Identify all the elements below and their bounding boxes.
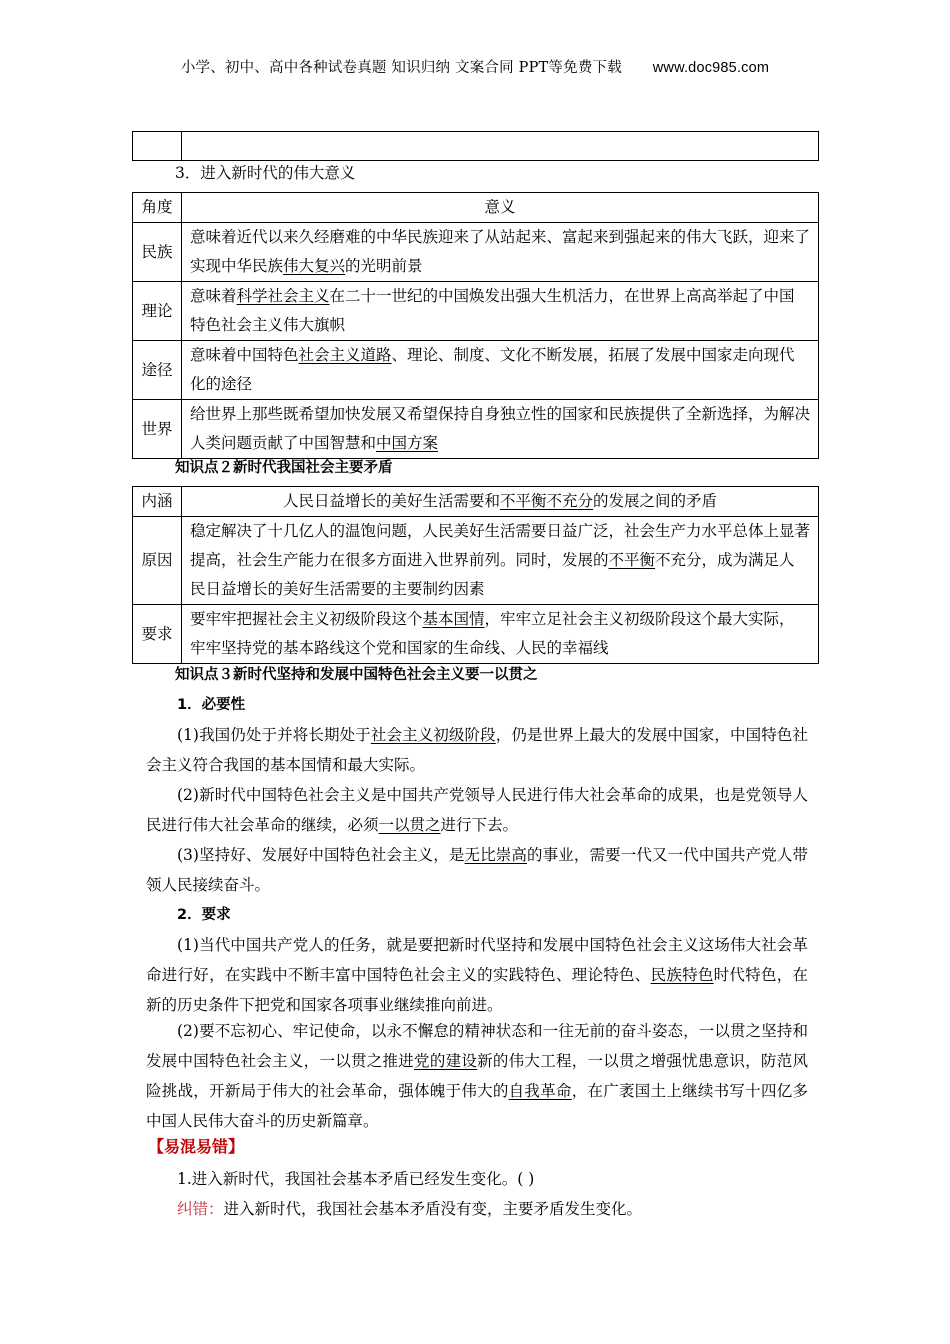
page-header — [0, 56, 950, 77]
section3-title: 3．进入新时代的伟大意义 — [175, 164, 356, 182]
row-value: 人民日益增长的美好生活需要和不平衡不充分的发展之间的矛盾 — [182, 487, 819, 517]
row-key: 民族 — [133, 223, 182, 282]
table-row — [133, 341, 819, 400]
row-value: 意味着科学社会主义在二十一世纪的中国焕发出强大生机活力，在世界上高高举起了中国特色社会主义伟大旗帜 — [182, 282, 819, 341]
row-key: 世界 — [133, 400, 182, 459]
header-text: 小学、初中、高中各种试卷真题 知识归纳 文案合同 PPT等免费下载 — [180, 60, 622, 76]
row-value: 意味着近代以来久经磨难的中华民族迎来了从站起来、富起来到强起来的伟大飞跃，迎来了实现中华民族伟大复兴的光明前景 — [182, 223, 819, 282]
requirement-item-1: (1)当代中国共产党人的任务，就是要把新时代坚持和发展中国特色社会主义这场伟大社会革命进行好，在实践中不断丰富中国特色社会主义的实践特色、理论特色、民族特色时代特色，在新的历史条件下把党和国家各项事业继续推向前进。 — [146, 936, 808, 1014]
correction — [177, 1194, 839, 1224]
empty-table-fragment — [132, 131, 819, 161]
requirement-item-2: (2)要不忘初心、牢记使命，以永不懈怠的精神状态和一往无前的奋斗姿态，一以贯之坚持和发展中国特色社会主义，一以贯之推进党的建设新的伟大工程，一以贯之增强忧患意识，防范风险挑战，开新局于伟大的社会革命，强体魄于伟大的自我革命，在广袤国土上继续书写十四亿多中国人民伟大奋斗的历史新篇章。 — [146, 1022, 808, 1130]
table-row — [133, 517, 819, 605]
table-header-cell: 角度 — [133, 193, 182, 223]
table-row — [133, 605, 819, 664]
table-row — [133, 487, 819, 517]
necessity-item-3: (3)坚持好、发展好中国特色社会主义，是无比崇高的事业，需要一代又一代中国共产党人带领人民接续奋斗。 — [146, 846, 808, 894]
row-key: 原因 — [133, 517, 182, 605]
confusion-section-title: 【易混易错】 — [148, 1137, 245, 1156]
row-key: 内涵 — [133, 487, 182, 517]
correction-label: 纠错： — [177, 1200, 224, 1218]
knowledge-point-3-title: 知识点３新时代坚持和发展中国特色社会主义要一以贯之 — [175, 667, 538, 683]
question-1: 1.进入新时代，我国社会基本矛盾已经发生变化。( ) — [177, 1170, 535, 1188]
row-key: 理论 — [133, 282, 182, 341]
significance-table — [132, 192, 819, 459]
knowledge-point-2-title: 知识点２新时代我国社会主要矛盾 — [175, 460, 393, 476]
row-value: 稳定解决了十几亿人的温饱问题，人民美好生活需要日益广泛，社会生产力水平总体上显著提高，社会生产能力在很多方面进入世界前列。同时，发展的不平衡不充分，成为满足人民日益增长的美好生活需要的主要制约因素 — [182, 517, 819, 605]
correction-text: 进入新时代，我国社会基本矛盾没有变，主要矛盾发生变化。 — [223, 1200, 643, 1218]
table-row — [133, 282, 819, 341]
row-value: 要牢牢把握社会主义初级阶段这个基本国情，牢牢立足社会主义初级阶段这个最大实际，牢牢坚持党的基本路线这个党和国家的生命线、人民的幸福线 — [182, 605, 819, 664]
requirement-title: 2．要求 — [177, 907, 231, 923]
contradiction-table — [132, 486, 819, 664]
row-value: 意味着中国特色社会主义道路、理论、制度、文化不断发展，拓展了发展中国家走向现代化的途径 — [182, 341, 819, 400]
header-url[interactable]: www.doc985.com — [652, 60, 770, 76]
table-header-cell: 意义 — [182, 193, 819, 223]
necessity-title: 1．必要性 — [177, 697, 246, 713]
table-row — [133, 223, 819, 282]
table-row — [133, 400, 819, 459]
row-value: 给世界上那些既希望加快发展又希望保持自身独立性的国家和民族提供了全新选择，为解决人类问题贡献了中国智慧和中国方案 — [182, 400, 819, 459]
necessity-item-2: (2)新时代中国特色社会主义是中国共产党领导人民进行伟大社会革命的成果，也是党领导人民进行伟大社会革命的继续，必须一以贯之进行下去。 — [146, 786, 808, 834]
necessity-item-1: (1)我国仍处于并将长期处于社会主义初级阶段，仍是世界上最大的发展中国家，中国特色社会主义符合我国的基本国情和最大实际。 — [146, 726, 808, 774]
row-key: 要求 — [133, 605, 182, 664]
row-key: 途径 — [133, 341, 182, 400]
